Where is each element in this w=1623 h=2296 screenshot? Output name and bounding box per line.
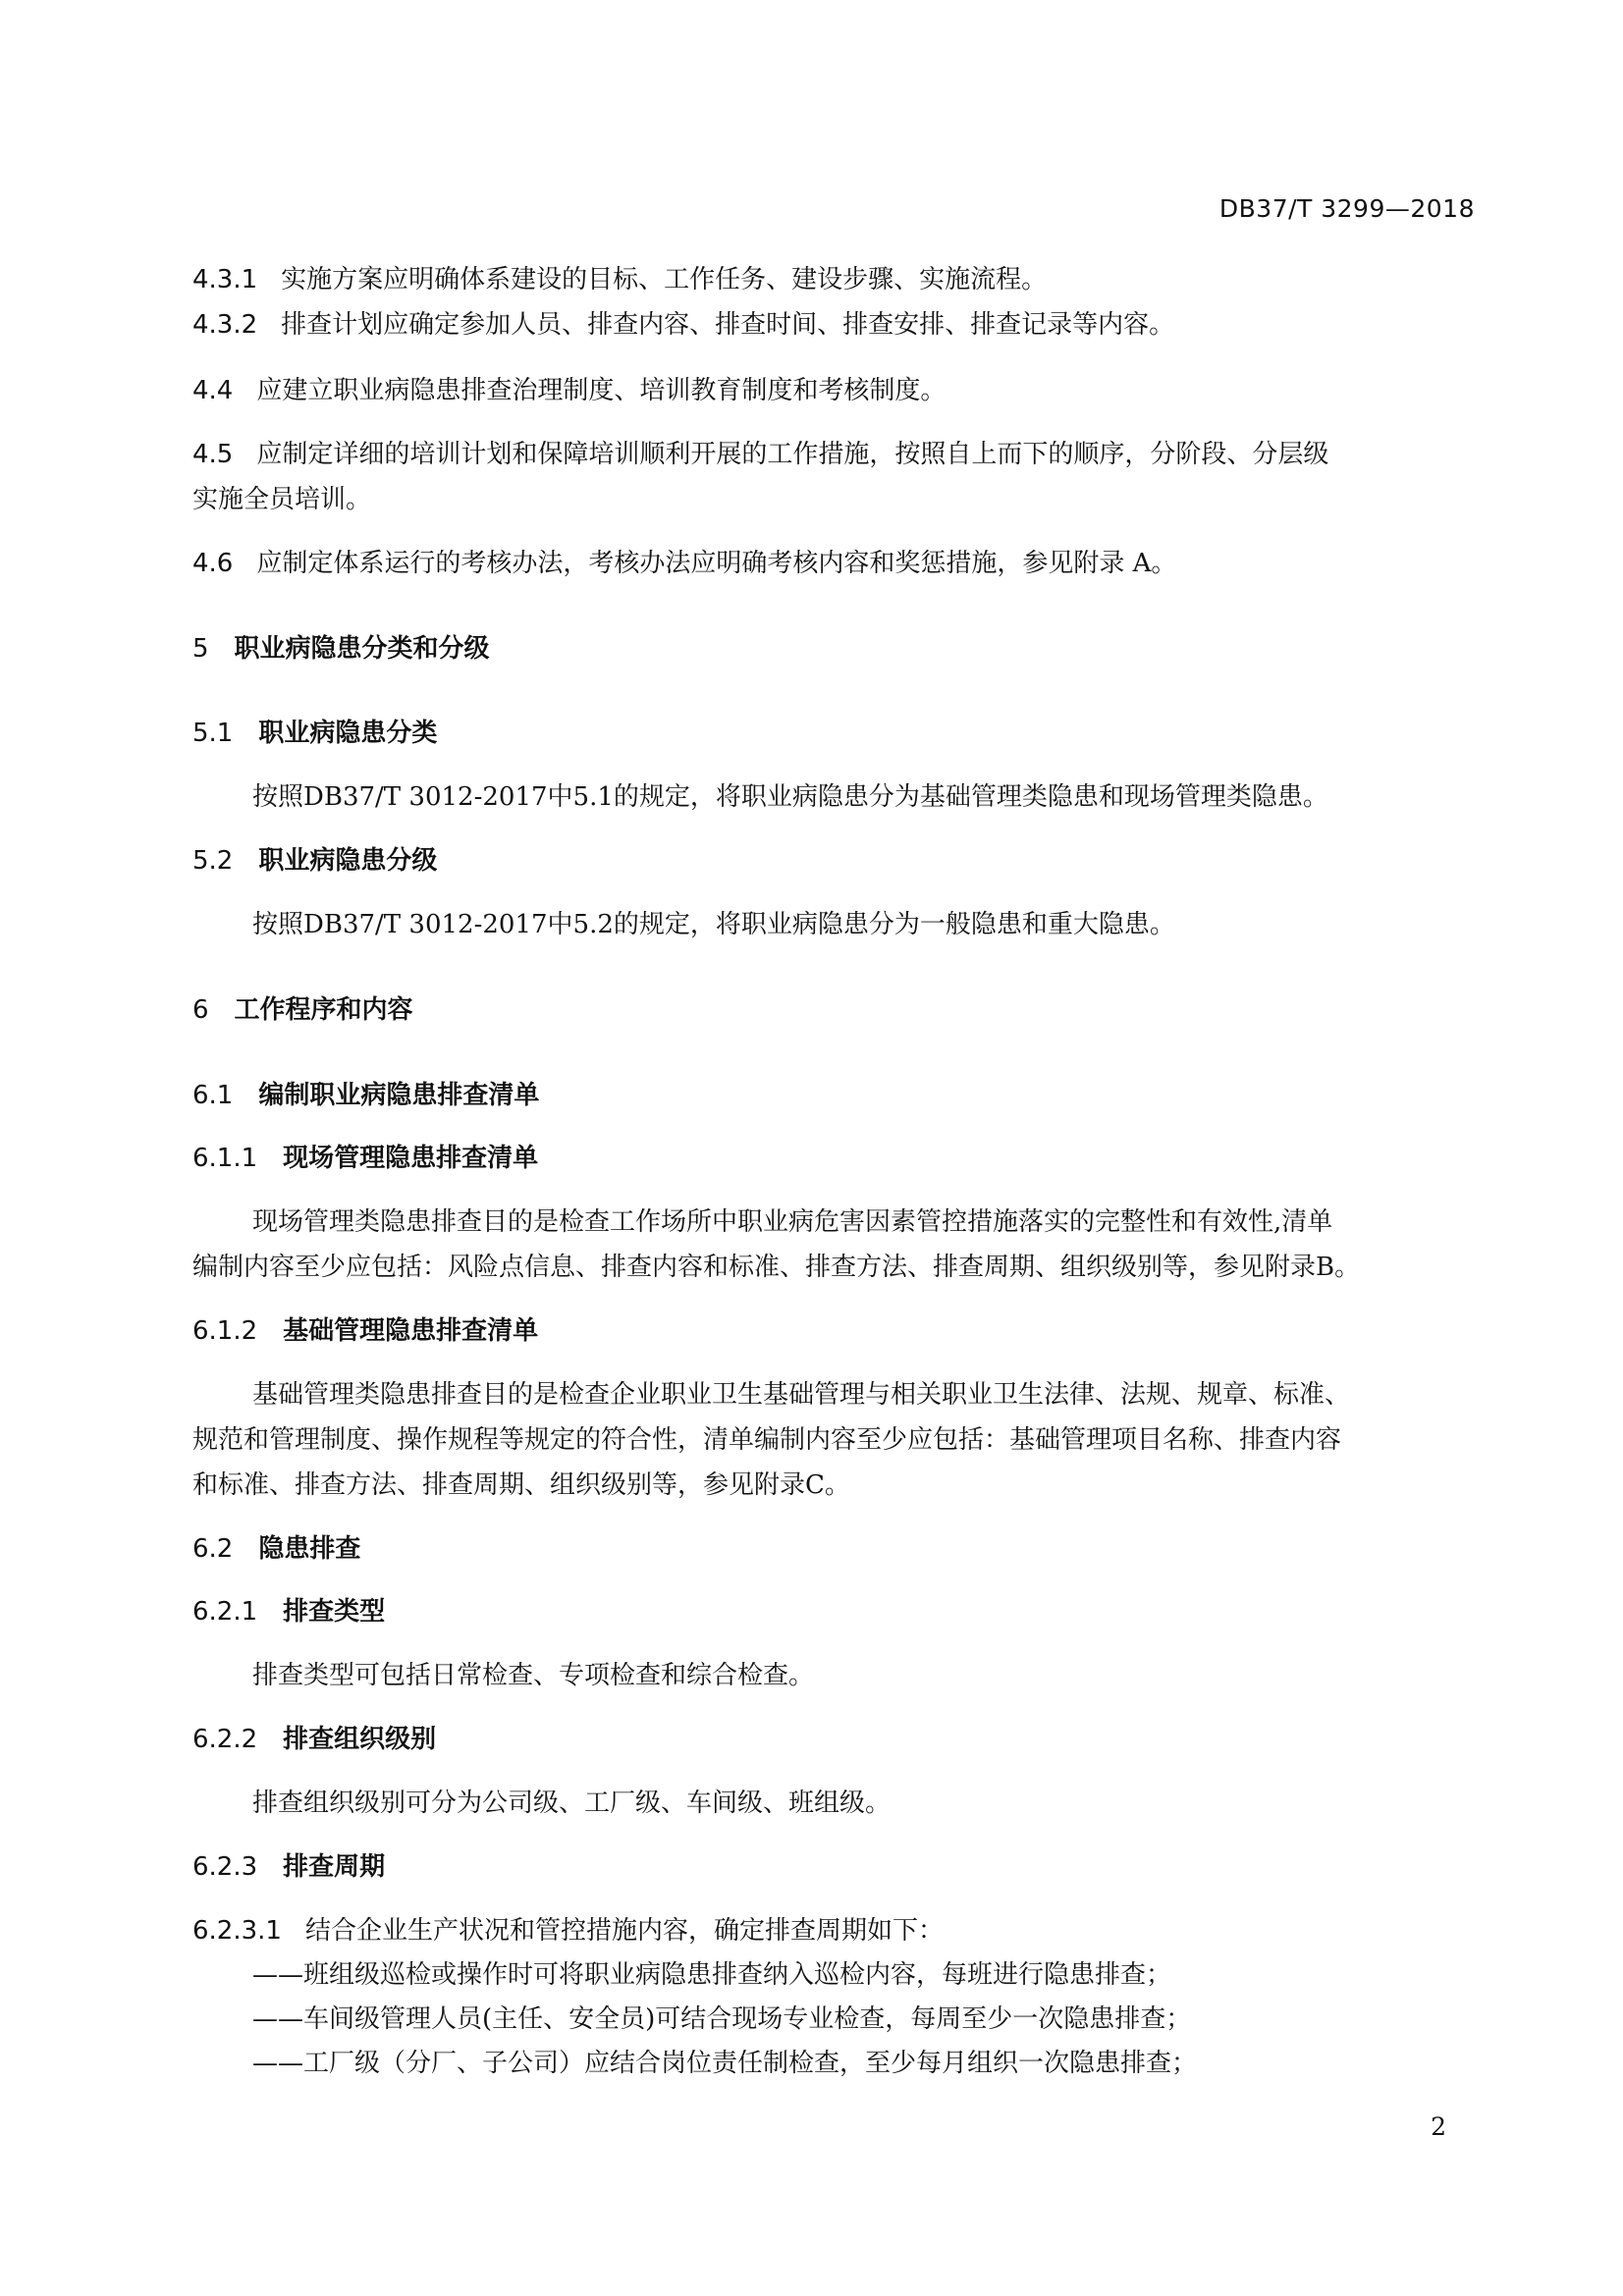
section-number: 5.1: [192, 719, 234, 748]
paragraph-6-1-2-line-3: 和标准、排查方法、排查周期、组织级别等，参见附录C。: [192, 1470, 850, 1500]
section-heading-6-2-2: [192, 1723, 436, 1756]
paragraph-6-2-1: 排查类型可包括日常检查、专项检查和综合检查。: [252, 1661, 815, 1690]
clause-text: 应制定体系运行的考核办法，考核办法应明确考核内容和奖惩措施，参见附录 A。: [256, 549, 1177, 578]
paragraph-6-1-2-line-2: 规范和管理制度、操作规程等规定的符合性，清单编制内容至少应包括：基础管理项目名称、排查内容: [192, 1425, 1342, 1455]
section-heading-6-1-1: [192, 1142, 538, 1175]
page-number: 2: [1431, 2112, 1446, 2141]
paragraph-6-1-2-line-1: 基础管理类隐患排查目的是检查企业职业卫生基础管理与相关职业卫生法律、法规、规章、标准、: [252, 1380, 1351, 1410]
document-code: DB37/T 3299—2018: [1218, 194, 1475, 223]
section-number: 6.1.2: [192, 1316, 258, 1346]
paragraph-5-2: 按照DB37/T 3012-2017中5.2的规定，将职业病隐患分为一般隐患和重大隐患。: [252, 910, 1175, 939]
list-item: ——班组级巡检或操作时可将职业病隐患排查纳入巡检内容，每班进行隐患排查；: [252, 1960, 1172, 1990]
clause-number: 4.3.1: [192, 265, 258, 294]
paragraph-6-2-2: 排查组织级别可分为公司级、工厂级、车间级、班组级。: [252, 1789, 892, 1818]
clause-4-4: [192, 374, 946, 407]
clause-6-2-3-1: [192, 1914, 944, 1948]
clause-text: 排查计划应确定参加人员、排查内容、排查时间、排查安排、排查记录等内容。: [281, 310, 1175, 340]
section-heading-6-1: [192, 1079, 539, 1112]
clause-4-3-1: [192, 263, 1047, 296]
section-heading-5-2: [192, 844, 437, 878]
section-heading-6-2: [192, 1532, 360, 1566]
list-item: ——工厂级（分厂、子公司）应结合岗位责任制检查，至少每月组织一次隐患排查；: [252, 2049, 1198, 2078]
section-heading-6-1-2: [192, 1314, 538, 1348]
section-title: 排查组织级别: [283, 1725, 437, 1754]
section-heading-5: [192, 632, 490, 666]
section-title: 排查周期: [283, 1852, 386, 1882]
section-heading-6-2-1: [192, 1595, 385, 1629]
clause-4-5-continued: 实施全员培训。: [192, 485, 372, 514]
clause-4-3-2: [192, 308, 1174, 342]
section-number: 6.2.2: [192, 1725, 258, 1754]
section-title: 排查类型: [283, 1597, 386, 1627]
clause-text: 应制定详细的培训计划和保障培训顺利开展的工作措施，按照自上而下的顺序，分阶段、分层级: [256, 440, 1329, 469]
section-number: 6: [192, 995, 209, 1025]
clause-number: 4.6: [192, 549, 234, 578]
section-heading-5-1: [192, 717, 437, 750]
clause-text: 实施方案应明确体系建设的目标、工作任务、建设步骤、实施流程。: [281, 265, 1048, 294]
clause-4-6: [192, 547, 1176, 580]
section-title: 编制职业病隐患排查清单: [258, 1081, 540, 1110]
section-title: 基础管理隐患排查清单: [283, 1316, 539, 1346]
clause-4-5: [192, 438, 1328, 471]
paragraph-6-1-1-line-1: 现场管理类隐患排查目的是检查工作场所中职业病危害因素管控措施落实的完整性和有效性,清单: [252, 1207, 1333, 1237]
section-title: 现场管理隐患排查清单: [283, 1144, 539, 1173]
clause-text: 结合企业生产状况和管控措施内容，确定排查周期如下：: [304, 1916, 944, 1946]
clause-number: 4.4: [192, 376, 234, 405]
section-title: 隐患排查: [258, 1534, 361, 1564]
section-title: 职业病隐患分类和分级: [234, 634, 490, 664]
clause-text: 应建立职业病隐患排查治理制度、培训教育制度和考核制度。: [256, 376, 947, 405]
section-number: 6.2: [192, 1534, 234, 1564]
section-title: 职业病隐患分类: [258, 719, 438, 748]
clause-number: 4.5: [192, 440, 234, 469]
paragraph-5-1: 按照DB37/T 3012-2017中5.1的规定，将职业病隐患分为基础管理类隐患和现场管理类隐患。: [252, 782, 1328, 812]
section-number: 5: [192, 634, 209, 664]
section-number: 6.2.1: [192, 1597, 258, 1627]
section-number: 5.2: [192, 846, 234, 876]
section-number: 6.1.1: [192, 1144, 258, 1173]
section-number: 6.1: [192, 1081, 234, 1110]
list-item: ——车间级管理人员(主任、安全员)可结合现场专业检查，每周至少一次隐患排查；: [252, 2004, 1192, 2034]
section-title: 职业病隐患分级: [258, 846, 438, 876]
section-heading-6-2-3: [192, 1850, 385, 1884]
section-number: 6.2.3: [192, 1852, 258, 1882]
clause-number: 4.3.2: [192, 310, 258, 340]
paragraph-6-1-1-line-2: 编制内容至少应包括：风险点信息、排查内容和标准、排查方法、排查周期、组织级别等，参见附录B。: [192, 1253, 1361, 1282]
clause-number: 6.2.3.1: [192, 1916, 282, 1946]
section-title: 工作程序和内容: [234, 995, 413, 1025]
section-heading-6: [192, 993, 413, 1027]
